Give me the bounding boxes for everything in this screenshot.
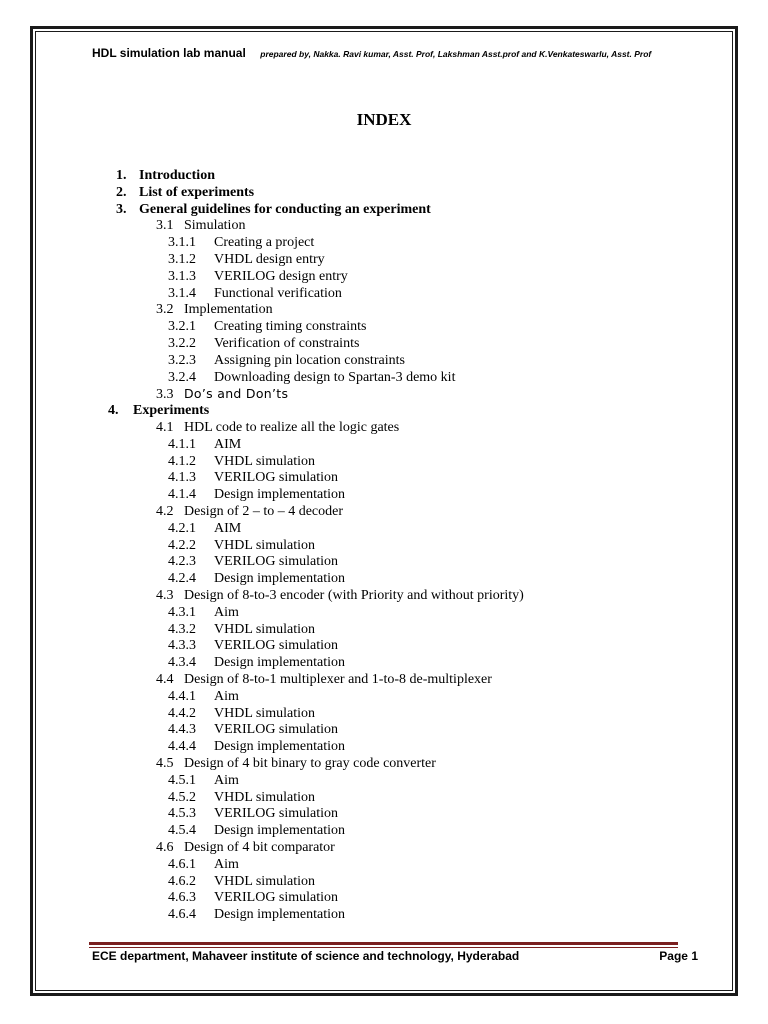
- toc-entry: [168, 335, 359, 352]
- toc-entry: [168, 234, 314, 251]
- toc-text: Downloading design to Spartan-3 demo kit: [214, 369, 456, 385]
- toc-entry: [108, 402, 209, 419]
- toc-entry: [168, 856, 239, 873]
- toc-text: Creating timing constraints: [214, 319, 367, 335]
- toc-number: 4.6.1: [168, 856, 196, 872]
- toc-number: 4.2.4: [168, 571, 196, 587]
- toc-text: Design implementation: [214, 655, 346, 671]
- toc-entry: [156, 419, 399, 436]
- toc-number: 4.6.2: [168, 873, 196, 889]
- toc-entry: [168, 453, 315, 470]
- toc-text: VERILOG simulation: [214, 890, 339, 906]
- toc-number: 4.1.4: [168, 487, 196, 503]
- footer-rule-thin: [89, 947, 678, 948]
- toc-number: 4.3.2: [168, 621, 196, 637]
- toc-number: 3.1.1: [168, 235, 196, 251]
- toc-text: Experiments: [133, 403, 210, 419]
- toc-entry: [116, 184, 254, 201]
- toc-entry: [168, 486, 345, 503]
- toc-entry: [168, 268, 348, 285]
- page-header: [92, 44, 651, 62]
- toc-entry: [156, 503, 343, 520]
- toc-entry: [116, 167, 215, 184]
- toc-text: HDL code to realize all the logic gates: [184, 420, 400, 435]
- toc-number: 3.2.2: [168, 336, 196, 351]
- toc-entry: [168, 251, 325, 268]
- toc-text: VHDL design entry: [214, 252, 325, 267]
- toc-number: 4.1.1: [168, 436, 196, 452]
- toc-number: 4.2: [156, 504, 174, 519]
- toc-entry: [168, 889, 338, 906]
- toc-number: 3.3: [156, 387, 174, 403]
- toc-entry: [168, 906, 345, 923]
- footer-department: ECE department, Mahaveer institute of science and technology, Hyderabad: [92, 949, 520, 963]
- toc-number: 2.: [116, 184, 127, 200]
- toc-number: 3.1.3: [168, 268, 196, 284]
- toc-text: Design of 2 – to – 4 decoder: [184, 504, 344, 519]
- toc-text: VHDL simulation: [214, 789, 315, 805]
- toc-number: 4.3.4: [168, 655, 196, 671]
- toc-entry: [156, 217, 245, 234]
- toc-entry: [168, 705, 315, 722]
- toc-entry: [168, 553, 338, 570]
- toc-entry: [168, 721, 338, 738]
- toc-text: VERILOG simulation: [214, 806, 339, 822]
- toc-text: Aim: [214, 856, 239, 872]
- toc-text: Aim: [214, 772, 239, 788]
- toc-entry: [168, 520, 241, 537]
- toc-number: 4.4.4: [168, 739, 196, 755]
- toc-entry: [168, 772, 239, 789]
- toc-entry: [168, 873, 315, 890]
- toc-entry: [168, 285, 342, 302]
- toc-text: Implementation: [184, 302, 273, 318]
- toc-number: 4.4.2: [168, 705, 196, 721]
- toc-number: 1.: [116, 168, 127, 183]
- toc-text: Design of 4 bit binary to gray code converter: [184, 756, 436, 771]
- toc-entry: [156, 385, 288, 402]
- toc-text: VHDL simulation: [214, 537, 315, 553]
- toc-text: List of experiments: [139, 184, 255, 200]
- toc-text: Creating a project: [214, 235, 315, 251]
- toc-entry: [168, 805, 338, 822]
- toc-text: Design implementation: [214, 907, 346, 923]
- toc-number: 4.5.4: [168, 823, 196, 839]
- toc-number: 4.5.1: [168, 772, 196, 788]
- toc-text: Verification of constraints: [214, 336, 360, 351]
- toc-entry: [168, 570, 345, 587]
- toc-text: Functional verification: [214, 285, 342, 301]
- toc-text: Design implementation: [214, 571, 346, 587]
- toc-entry: [168, 318, 366, 335]
- toc-number: 4.4: [156, 672, 174, 687]
- toc-number: 4.4.3: [168, 722, 196, 738]
- toc-number: 3.: [116, 201, 127, 217]
- toc-text: Design of 4 bit comparator: [184, 840, 335, 855]
- toc-text: Design implementation: [214, 823, 346, 839]
- toc-text: VERILOG design entry: [214, 268, 348, 284]
- toc-text: AIM: [214, 520, 242, 536]
- toc-text: Design implementation: [214, 487, 346, 503]
- toc-entry: [168, 654, 345, 671]
- toc-text: Introduction: [139, 168, 215, 183]
- toc-entry: [168, 688, 239, 705]
- toc-number: 4.3.1: [168, 604, 196, 620]
- toc-text: Do’s and Don’ts: [184, 386, 289, 402]
- toc-entry: [116, 201, 431, 218]
- toc-text: VERILOG simulation: [214, 722, 339, 738]
- toc-entry: [156, 587, 524, 604]
- toc-entry: [168, 604, 239, 621]
- toc-number: 4.5: [156, 756, 174, 771]
- toc-entry: [168, 822, 345, 839]
- toc-text: VHDL simulation: [214, 873, 315, 889]
- toc-number: 4.5.3: [168, 806, 196, 822]
- toc-text: VHDL simulation: [214, 453, 315, 469]
- toc-number: 3.1.4: [168, 285, 196, 301]
- toc-number: 4.5.2: [168, 789, 196, 805]
- toc-text: VHDL simulation: [214, 621, 315, 637]
- toc-text: VERILOG simulation: [214, 638, 339, 654]
- toc-entry: [168, 738, 345, 755]
- toc-number: 4.6.4: [168, 907, 196, 923]
- toc-entry: [168, 369, 455, 386]
- toc-entry: [168, 637, 338, 654]
- toc-text: VERILOG simulation: [214, 554, 339, 570]
- toc-number: 4.1.2: [168, 453, 196, 469]
- toc-entry: [168, 436, 241, 453]
- toc-entry: [168, 789, 315, 806]
- page-footer: [92, 949, 698, 965]
- toc-number: 3.2.4: [168, 369, 196, 385]
- toc-number: 4.6: [156, 840, 174, 855]
- toc-number: 4.2.3: [168, 554, 196, 570]
- toc-entry: [156, 301, 273, 318]
- toc-text: Simulation: [184, 218, 246, 234]
- toc-number: 3.2: [156, 302, 174, 318]
- toc-number: 4.1: [156, 420, 174, 435]
- toc-number: 4.2.1: [168, 520, 196, 536]
- toc-number: 3.1: [156, 218, 174, 234]
- toc-text: VHDL simulation: [214, 705, 315, 721]
- toc-entry: [168, 537, 315, 554]
- toc-entry: [168, 621, 315, 638]
- toc-number: 3.2.3: [168, 352, 196, 368]
- toc-number: 3.2.1: [168, 319, 196, 335]
- manual-title: HDL simulation lab manual: [92, 46, 246, 60]
- toc-number: 4.1.3: [168, 470, 196, 486]
- toc-number: 4.2.2: [168, 537, 196, 553]
- toc-entry: [168, 469, 338, 486]
- index-heading: INDEX: [356, 110, 412, 129]
- toc-number: 4.: [108, 403, 119, 419]
- toc-text: Aim: [214, 688, 239, 704]
- toc-text: Design implementation: [214, 739, 346, 755]
- toc-number: 4.3.3: [168, 638, 196, 654]
- prepared-by: prepared by, Nakka. Ravi kumar, Asst. Prof, Lakshman Asst.prof and K.Venkateswarlu, Asst. Prof: [260, 49, 652, 59]
- toc-text: VERILOG simulation: [214, 470, 339, 486]
- toc-text: AIM: [214, 436, 242, 452]
- page-number: Page 1: [659, 949, 698, 963]
- toc-number: 4.3: [156, 588, 174, 603]
- toc-entry: [156, 755, 436, 772]
- toc-number: 4.4.1: [168, 688, 196, 704]
- footer-rule-thick: [89, 942, 678, 945]
- toc-text: Design of 8-to-3 encoder (with Priority and without priority): [184, 588, 524, 603]
- toc-entry: [156, 671, 492, 688]
- toc-text: Aim: [214, 604, 239, 620]
- toc-entry: [168, 352, 405, 369]
- toc-text: Design of 8-to-1 multiplexer and 1-to-8 de-multiplexer: [184, 672, 492, 687]
- toc-number: 3.1.2: [168, 252, 196, 267]
- toc-entry: [156, 839, 335, 856]
- toc-text: Assigning pin location constraints: [214, 352, 405, 368]
- toc-text: General guidelines for conducting an experiment: [139, 201, 431, 217]
- toc-number: 4.6.3: [168, 890, 196, 906]
